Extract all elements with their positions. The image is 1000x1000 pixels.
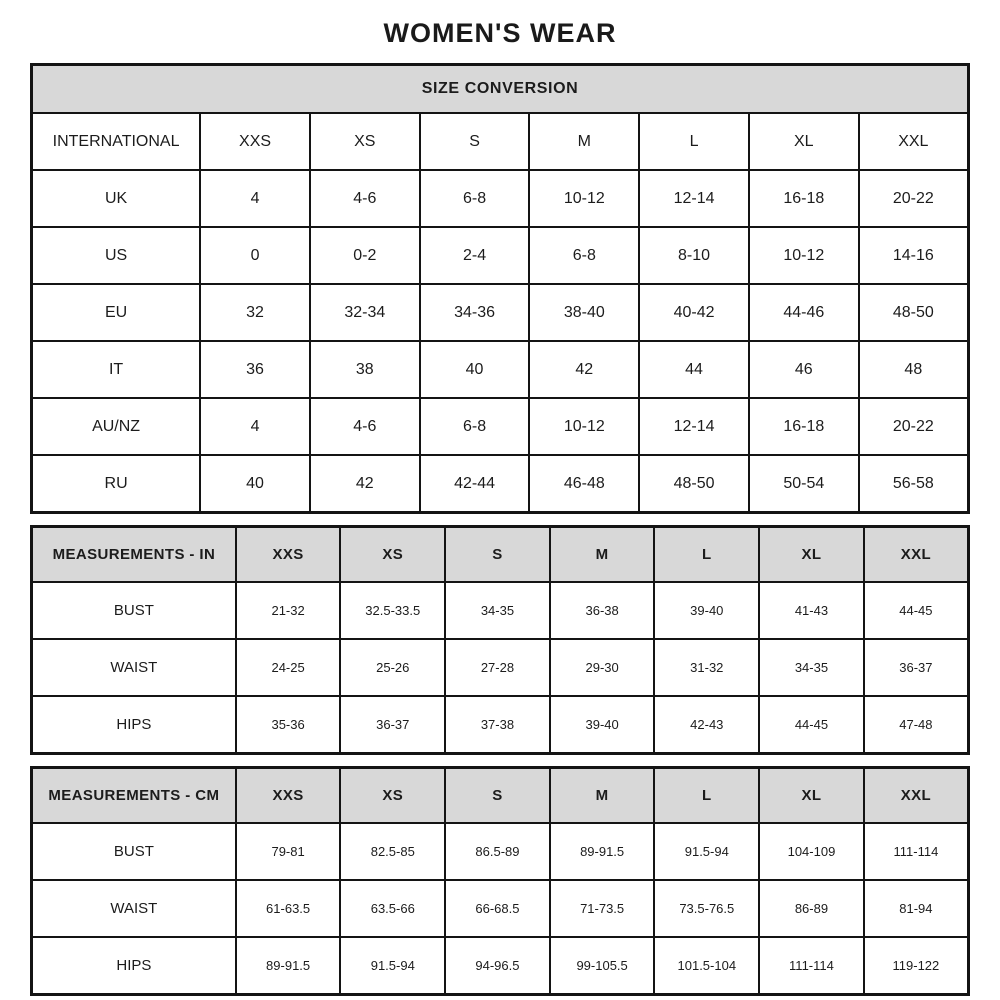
table-cell: 6-8: [420, 398, 530, 455]
table-cell: 111-114: [864, 823, 969, 880]
table-cell: 36-37: [864, 639, 969, 696]
table-cell: 66-68.5: [445, 880, 550, 937]
header-cell-l: L: [654, 768, 759, 824]
table-cell: 34-35: [759, 639, 864, 696]
table-cell: 56-58: [859, 455, 969, 513]
table-cell: 25-26: [340, 639, 445, 696]
table-cell: 82.5-85: [340, 823, 445, 880]
table-cell: 4: [200, 170, 310, 227]
page-title: WOMEN'S WEAR: [383, 18, 617, 48]
table-cell: 32.5-33.5: [340, 582, 445, 639]
row-label: BUST: [32, 582, 236, 639]
table-cell: 10-12: [529, 398, 639, 455]
header-cell-s: S: [445, 527, 550, 583]
size-conversion-caption-row: [32, 65, 969, 114]
size-conversion-caption: SIZE CONVERSION: [32, 65, 969, 114]
table-cell: 20-22: [859, 398, 969, 455]
table-cell: 36-38: [550, 582, 655, 639]
table-row-bust-in: [32, 582, 969, 639]
table-cell: 4-6: [310, 398, 420, 455]
table-cell: 50-54: [749, 455, 859, 513]
table-cell: 21-32: [236, 582, 341, 639]
table-cell: 12-14: [639, 398, 749, 455]
table-row-hips-in: [32, 696, 969, 754]
table-row-waist-in: [32, 639, 969, 696]
table-cell: 48: [859, 341, 969, 398]
table-cell: 86.5-89: [445, 823, 550, 880]
table-cell: 48-50: [859, 284, 969, 341]
table-cell: 40: [420, 341, 530, 398]
table-cell: 6-8: [420, 170, 530, 227]
table-row-uk: [32, 170, 969, 227]
table-cell: 10-12: [749, 227, 859, 284]
table-row-hips-cm: [32, 937, 969, 995]
header-cell-xxl: XXL: [864, 527, 969, 583]
table-cell: 41-43: [759, 582, 864, 639]
table-cell: 40: [200, 455, 310, 513]
table-cell: 36: [200, 341, 310, 398]
row-label: AU/NZ: [32, 398, 201, 455]
table-cell: 46: [749, 341, 859, 398]
table-row-bust-cm: [32, 823, 969, 880]
table-cell: 29-30: [550, 639, 655, 696]
table-cell: 44-45: [759, 696, 864, 754]
table-cell: 8-10: [639, 227, 749, 284]
table-cell: 86-89: [759, 880, 864, 937]
header-cell-xs: XS: [340, 768, 445, 824]
table-row-waist-cm: [32, 880, 969, 937]
table-cell: 44: [639, 341, 749, 398]
table-cell: 42-44: [420, 455, 530, 513]
table-row-ru: [32, 455, 969, 513]
table-row-it: [32, 341, 969, 398]
table-cell: 61-63.5: [236, 880, 341, 937]
table-cell: 39-40: [654, 582, 759, 639]
table-row-aunz: [32, 398, 969, 455]
header-cell-international: INTERNATIONAL: [32, 113, 201, 170]
table-row-eu: [32, 284, 969, 341]
header-cell-xxs: XXS: [236, 527, 341, 583]
table-cell: 40-42: [639, 284, 749, 341]
header-cell-xxs: XXS: [200, 113, 310, 170]
table-cell: 12-14: [639, 170, 749, 227]
table-cell: 34-35: [445, 582, 550, 639]
header-cell-xl: XL: [759, 768, 864, 824]
measurements-cm-header-row: [32, 768, 969, 824]
table-cell: 39-40: [550, 696, 655, 754]
row-label: RU: [32, 455, 201, 513]
header-cell-measurements-in: MEASUREMENTS - IN: [32, 527, 236, 583]
table-cell: 46-48: [529, 455, 639, 513]
table-cell: 89-91.5: [550, 823, 655, 880]
table-cell: 32-34: [310, 284, 420, 341]
header-cell-xxl: XXL: [864, 768, 969, 824]
header-cell-m: M: [550, 768, 655, 824]
header-cell-xl: XL: [749, 113, 859, 170]
header-cell-xl: XL: [759, 527, 864, 583]
table-cell: 44-45: [864, 582, 969, 639]
table-cell: 48-50: [639, 455, 749, 513]
row-label: WAIST: [32, 880, 236, 937]
table-cell: 4: [200, 398, 310, 455]
table-cell: 42: [529, 341, 639, 398]
table-cell: 16-18: [749, 398, 859, 455]
table-cell: 38: [310, 341, 420, 398]
table-cell: 16-18: [749, 170, 859, 227]
table-cell: 73.5-76.5: [654, 880, 759, 937]
table-cell: 10-12: [529, 170, 639, 227]
header-cell-xs: XS: [310, 113, 420, 170]
row-label: US: [32, 227, 201, 284]
table-cell: 42-43: [654, 696, 759, 754]
row-label: HIPS: [32, 937, 236, 995]
table-cell: 42: [310, 455, 420, 513]
table-cell: 6-8: [529, 227, 639, 284]
row-label: IT: [32, 341, 201, 398]
size-conversion-header-row: [32, 113, 969, 170]
table-cell: 14-16: [859, 227, 969, 284]
table-cell: 89-91.5: [236, 937, 341, 995]
measurements-in-table: [30, 525, 970, 755]
row-label: HIPS: [32, 696, 236, 754]
row-label: BUST: [32, 823, 236, 880]
table-cell: 71-73.5: [550, 880, 655, 937]
header-cell-m: M: [550, 527, 655, 583]
table-cell: 27-28: [445, 639, 550, 696]
table-cell: 32: [200, 284, 310, 341]
table-cell: 104-109: [759, 823, 864, 880]
measurements-in-header-row: [32, 527, 969, 583]
table-cell: 79-81: [236, 823, 341, 880]
table-cell: 81-94: [864, 880, 969, 937]
table-cell: 0-2: [310, 227, 420, 284]
table-cell: 24-25: [236, 639, 341, 696]
size-conversion-table: [30, 63, 970, 514]
table-row-us: [32, 227, 969, 284]
table-cell: 4-6: [310, 170, 420, 227]
header-cell-l: L: [654, 527, 759, 583]
header-cell-xxl: XXL: [859, 113, 969, 170]
table-cell: 31-32: [654, 639, 759, 696]
table-cell: 38-40: [529, 284, 639, 341]
table-cell: 20-22: [859, 170, 969, 227]
header-cell-s: S: [420, 113, 530, 170]
header-cell-m: M: [529, 113, 639, 170]
table-cell: 119-122: [864, 937, 969, 995]
table-cell: 111-114: [759, 937, 864, 995]
table-cell: 91.5-94: [340, 937, 445, 995]
header-cell-measurements-cm: MEASUREMENTS - CM: [32, 768, 236, 824]
table-cell: 2-4: [420, 227, 530, 284]
row-label: EU: [32, 284, 201, 341]
table-cell: 35-36: [236, 696, 341, 754]
table-cell: 91.5-94: [654, 823, 759, 880]
table-cell: 34-36: [420, 284, 530, 341]
table-cell: 94-96.5: [445, 937, 550, 995]
table-cell: 47-48: [864, 696, 969, 754]
row-label: UK: [32, 170, 201, 227]
header-cell-s: S: [445, 768, 550, 824]
measurements-cm-table: [30, 766, 970, 996]
table-cell: 44-46: [749, 284, 859, 341]
table-cell: 37-38: [445, 696, 550, 754]
header-cell-xxs: XXS: [236, 768, 341, 824]
table-cell: 99-105.5: [550, 937, 655, 995]
header-cell-xs: XS: [340, 527, 445, 583]
table-cell: 101.5-104: [654, 937, 759, 995]
table-cell: 0: [200, 227, 310, 284]
table-cell: 63.5-66: [340, 880, 445, 937]
row-label: WAIST: [32, 639, 236, 696]
header-cell-l: L: [639, 113, 749, 170]
table-cell: 36-37: [340, 696, 445, 754]
